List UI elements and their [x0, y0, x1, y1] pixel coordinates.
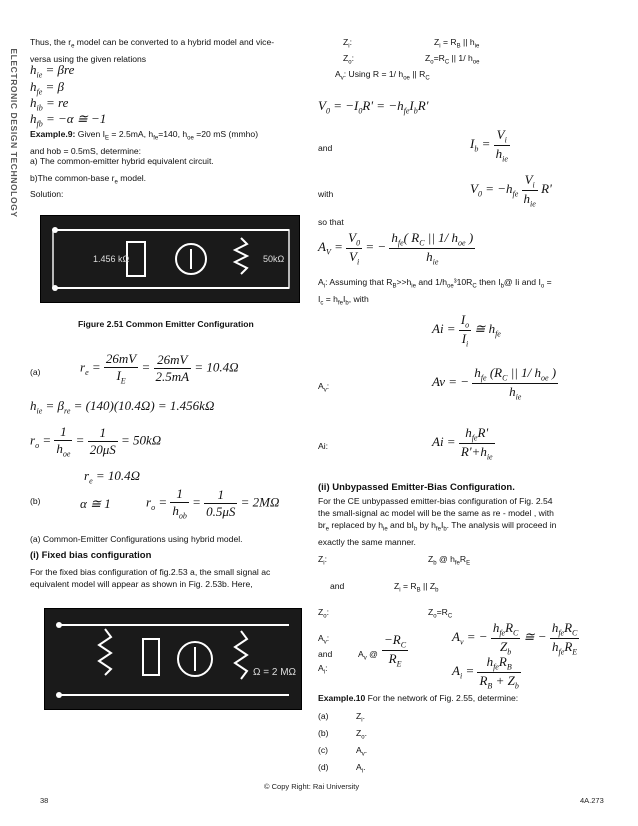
av-approx-label: $A_v$ @ — [358, 649, 378, 662]
ai2-equation: Ai = $\frac{h_{fe}R'}{R'+h_{ie}}$ — [432, 425, 493, 462]
zi-definition: $Z_i$: — [343, 37, 352, 50]
re-equation: $r_e$ = $\frac{26mV}{I_E}$ = $\frac{26mV}{2.5mA}$ = 10.4Ω — [80, 351, 239, 386]
part-a-label: (a) — [30, 367, 41, 377]
figure-2-51-circuit — [40, 215, 300, 303]
ai-equation: Ai = $\frac{I_o}{I_i}$ ≅ $h_{fe}$ — [432, 312, 501, 349]
figure-2-53b-circuit — [44, 608, 302, 710]
av-approx-fraction: $\frac{-R_C}{R_E}$ — [384, 632, 407, 669]
av-label: $A_v$: — [318, 381, 330, 394]
ai-label: Ai: — [318, 441, 329, 451]
item-a: a) The common-emitter hybrid equivalent circuit. — [30, 156, 214, 166]
v0-equation: $V_0 = -I_0R' = -h_{fe}I_bR'$ — [318, 98, 429, 116]
question-c: (c) — [318, 745, 329, 755]
relation-hfb: $h_{fb} = -\alpha$ ≅ −1 — [30, 111, 107, 129]
zi3-value: $Z_i = R_B$ || $Z_b$ — [394, 581, 439, 594]
relation-hfe: $h_{fe} = \beta$ — [30, 79, 65, 97]
zo-definition: $Z_o$: — [343, 53, 354, 66]
and-label: and — [318, 143, 333, 153]
page-number-right: 4A.273 — [580, 796, 604, 805]
item-b: b)The common-base $r_e$ model. — [30, 173, 147, 186]
example10: Example.10 For the network of Fig. 2.55, determine: — [318, 693, 519, 703]
unbypassed-text: For the CE unbypassed emitter-bias configuration of Fig. 2.54 the small-signal ac model will be the same as re - model , with $br_e$ replaced by $h_{ie}$ and $bI_b$ by $h_{fe}I_b$. The analysis will proceed in exactly the same manner. — [318, 496, 557, 547]
ro-equation: $r_o$ = $\frac{1}{h_{oe}}$ = $\frac{1}{20\mu S}$ = 50kΩ — [30, 424, 162, 459]
ai3-equation: $A_i$ = $\frac{h_{fe}R_B}{R_B + Z_b}$ — [452, 654, 519, 691]
av3-label: $A_v$: — [318, 633, 330, 646]
question-b-value: $Z_o$. — [356, 728, 367, 741]
side-title: ELECTRONIC DESIGN TECHNOLOGY — [9, 48, 19, 218]
common-emitter-note: (a) Common-Emitter Configurations using hybrid model. — [30, 534, 243, 544]
ai3-label: $A_i$: — [318, 663, 328, 676]
question-a-value: $Z_i$. — [356, 711, 365, 724]
copyright-footer: © Copy Right: Rai University — [264, 782, 360, 791]
question-c-value: $A_v$. — [356, 745, 368, 758]
av3-equation: $A_v$ = − $\frac{h_{fe}R_C}{Z_b}$ ≅ − $\frac{h_{fe}R_C}{h_{fe}R_E}$ — [452, 620, 578, 657]
and3-label: and — [318, 649, 333, 659]
ro2-equation: $r_o$ = $\frac{1}{h_{ob}}$ = $\frac{1}{0.5\mu S}$ = 2MΩ — [146, 486, 280, 521]
question-b: (b) — [318, 728, 329, 738]
figure1-label-ro: 50kΩ — [263, 254, 285, 264]
and2-label: and — [330, 581, 345, 591]
fixed-bias-heading: (i) Fixed bias configuration — [30, 550, 152, 561]
av-using: $A_v$: Using R = 1/ $h_{oe}$ || $R_C$ — [335, 69, 430, 82]
intro-paragraph: Thus, the $r_e$ model can be converted to a hybrid model and vice- versa using the given relations — [30, 37, 275, 64]
page-number-left: 38 — [40, 796, 49, 805]
ai-assumption: $A_i$: Assuming that $R_B>>h_{ie}$ and $1/h_{oe}^310R_C$ then $I_b@$ Ii and $I_o$ = $I_c = h_{fe}I_b$, with — [318, 277, 552, 307]
unbypassed-heading: (ii) Unbypassed Emitter-Bias Configuration. — [318, 482, 515, 493]
figure1-label-hie: 1.456 kΩ — [93, 254, 130, 264]
zb-value: $Z_b$ @ $h_{fe}R_E$ — [428, 554, 471, 567]
part-b-label: (b) — [30, 496, 41, 506]
example9: Example.9: Given $I_E = 2.5mA$, $h_{fe}=140$, $h_{oe} =20$ mS (mmho) and hob = 0.5mS, determine: — [30, 129, 259, 156]
re2-equation: $r_e = 10.4\Omega$ — [84, 468, 141, 486]
fixed-bias-text: For the fixed bias configuration of fig.2.53 a, the small signal ac equivalent model will appear as shown in Fig. 2.53b. Here, — [30, 567, 271, 589]
zo2-value: $Z_o=R_C$ — [428, 607, 453, 620]
with-label: with — [318, 189, 334, 199]
zi-value: $Z_i = R_B$ || $h_{ie}$ — [434, 37, 480, 50]
alpha-value: α ≅ 1 — [80, 496, 111, 511]
figure2-label-ro: Ω = 2 MΩ — [253, 667, 297, 678]
relation-hib: $h_{ib}$ = re — [30, 95, 69, 113]
zo2-label: $Z_o$: — [318, 607, 329, 620]
question-d-value: $A_i$. — [356, 762, 366, 775]
so-that-label: so that — [318, 217, 344, 227]
question-d: (d) — [318, 762, 329, 772]
question-a: (a) — [318, 711, 329, 721]
v0b-equation: $V_0 = -h_{fe}$ $\frac{V_i}{h_{ie}}$ R' — [470, 172, 552, 209]
av2-equation: Av = − $\frac{h_{fe} (R_C || 1/ h_{oe} )}{h_{ie}}$ — [432, 365, 557, 402]
zo-value: $Z_o=R_C$ || 1/ $h_{oe}$ — [425, 53, 480, 66]
figure-2-51-caption: Figure 2.51 Common Emitter Configuration — [78, 319, 254, 329]
hie-equation: $h_{ie} = \beta_{re} = (140)(10.4\Omega) = 1.456k\Omega$ — [30, 398, 215, 416]
zi2-label: $Z_i$: — [318, 554, 327, 567]
solution-label: Solution: — [30, 189, 64, 199]
ib-equation: $I_b$ = $\frac{V_i}{h_{ie}}$ — [470, 127, 508, 164]
av-equation: $A_V$ = $\frac{V_0}{V_i}$ = − $\frac{h_{fe}( R_C || 1/ h_{oe} )}{h_{ie}}$ — [318, 230, 474, 267]
relation-hie: $h_{ie} = \beta re$ — [30, 62, 75, 80]
